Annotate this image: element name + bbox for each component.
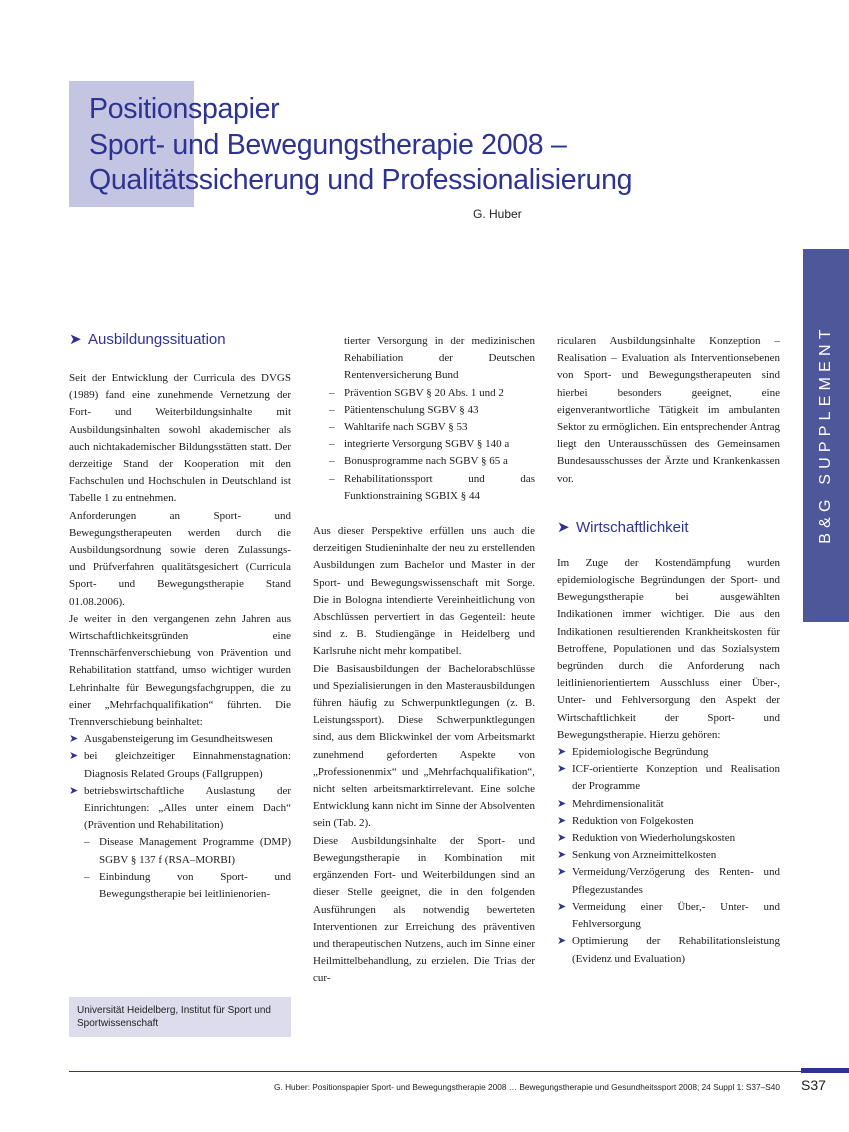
arrowhead-bullet-icon: ➤ [557,746,567,759]
paragraph: ricularen Ausbildungsinhalte Konzeption – Realisation – Evaluation als Interventionsebenen von Sport- und Bewegungstherapeuten sind hierbei besonders geeignet, eine eigenverantwortliche Tätigkeit im ambulanten Sektor zu ermöglichen. Ein entsprechender Antrag liegt den Unterausschüssen des Gemeinsamen Bundesausschusses der Ärzte und Krankenkassen vor. [557,335,780,485]
list-item: – Einbindung von Sport- und Bewegungstherapie bei leitlinienorien- [84,870,291,901]
paragraph: Seit der Entwicklung der Curricula des DVGS (1989) fand eine zunehmende Vernetzung der Fort- und Weiterbildungsinhalte mit Ausbildungsinhalten sowohl akademischer als auch nichtakademischer Bildungsstätten statt. Der derzeitige Stand der Kooperation mit den Fachschulen und Hochschulen in Deutschland ist Tabelle 1 zu entnehmen. [69,372,291,505]
author-name: G. Huber [473,207,522,221]
list-item: ➤ Vermeidung/Verzögerung des Renten- und Pflegezustandes [557,866,780,896]
arrowhead-bullet-icon: ➤ [557,814,567,827]
arrowhead-bullet-icon: ➤ [557,849,567,862]
section-heading-wirtschaft: ➤ Wirtschaftlichkeit [557,518,689,536]
section-arrow-icon: ➤ [69,331,82,348]
title-line: Positionspapier [89,93,280,125]
list-item: – Disease Management Programme (DMP) SGBV § 137 f (RSA–MORBI) [84,836,291,866]
list-item: ➤ Ausgabensteigerung im Gesundheitswesen [69,731,291,748]
article-title [89,92,632,199]
list-item: – integrierte Versorgung SGBV § 140 a [313,436,535,453]
page-number: S37 [801,1077,826,1093]
section-heading-ausbildung: ➤ Ausbildungssituation [69,331,226,348]
section-arrow-icon: ➤ [557,518,570,536]
arrowhead-bullet-icon: ➤ [557,866,567,879]
arrowhead-bullet-icon: ➤ [557,900,567,913]
text-column-1 [69,330,291,903]
dash-bullet-icon: – [329,403,335,416]
list-item: ➤ Mehrdimensionalität [557,796,780,813]
list-item: ➤ Vermeidung einer Über,- Unter- und Fehlversorgung [557,900,780,931]
arrowhead-bullet-icon: ➤ [557,832,567,845]
paragraph: Aus dieser Perspektive erfüllen uns auch die derzeitigen Studieninhalte der neu zu erstellenden Ausbildungen zum Bachelor und Master in der Sport- und Bewegungswissenschaft mit Sorge. Die in Bologna intendierte Vereinheitlichung von Abschlüssen pervertiert in das Gegenteil: heute sind z. B. Studiengänge in Heidelberg und Karlsruhe nicht mehr kompatibel. [313,525,535,658]
paragraph: Die Basisausbildungen der Bachelorabschlüsse und Spezialisierungen in den Masterausbildungen führen häufig zu Schwerpunktlegungen (z. B. Leistungssport). Diese Schwerpunktlegungen sind, aus dem Blickwinkel der vom Arbeitsmarkt zunehmend geforderten Aspekte von „Professionenmix“ und „Mehrfachqualifikation“, nicht selten arbeitsmarktirrelevant. Eine solche Entwicklung kann nicht im Sinne der Absolventen sein (Tab. 2). [313,662,535,830]
list-item: ➤ betriebswirtschaftliche Auslastung der Einrichtungen: „Alles unter einem Dach“ (Prävention und Rehabilitation) [69,784,291,832]
footer-divider [69,1071,802,1072]
bullet-list [557,744,780,968]
list-item: – Rehabilitationssport und das Funktionstraining SGBIX § 44 [329,472,535,502]
dash-list [313,385,535,505]
list-item: ➤ Reduktion von Wiederholungskosten [557,830,780,847]
paragraph: Im Zuge der Kostendämpfung wurden epidemiologische Begründungen der Sport- und Bewegungstherapie bei ausgewählten Indikationen immer wichtiger. Die aus den Indikationen resultierenden Krankheitskosten für Betroffene, Populationen und das Sozialsystem begründen durch die Anforderung nach leitlinienorientiertem Ausschluss einer Über-, Unter- und Fehlversorgung den Aspekt der Wirtschaftlichkeit der Sport- und Bewegungstherapie. Hierzu gehören: [557,556,780,741]
list-item: – Wahltarife nach SGBV § 53 [313,419,535,436]
dash-bullet-icon: – [84,836,90,849]
list-item: ➤ Reduktion von Folgekosten [557,813,780,830]
arrowhead-bullet-icon: ➤ [69,750,79,763]
list-item: – Prävention SGBV § 20 Abs. 1 und 2 [313,385,535,402]
text-column-2 [313,333,535,988]
bullet-list [69,731,291,834]
supplement-side-tab-label: B&G SUPPLEMENT [817,324,834,544]
author-affiliation-box: Universität Heidelberg, Institut für Sport und Sportwissenschaft [69,997,291,1037]
dash-bullet-icon: – [84,870,90,883]
dash-list [69,834,291,903]
dash-bullet-icon: – [329,386,335,399]
dash-bullet-icon: – [329,472,335,485]
citation-footer: G. Huber: Positionspapier Sport- und Bewegungstherapie 2008 … Bewegungstherapie und Gesundheitssport 2008; 24 Suppl 1: S37–S40 [274,1082,780,1092]
paragraph: Je weiter in den vergangenen zehn Jahren aus Wirtschaftlichkeitsgründen eine Trennschärfenverschiebung von Prävention und Rehabilitation stattfand, umso wichtiger wurden Lehrinhalte für Bewegungsfachgruppen, die zu einer „Mehrfachqualifikation“ führten. Die Trennverschiebung beinhaltet: [69,612,291,729]
arrowhead-bullet-icon: ➤ [557,797,567,810]
paragraph: Anforderungen an Sport- und Bewegungstherapeuten werden durch die Ausbildungsordnung sowie deren Zulassungs- und Prüfverfahren qualitätsgesichert (Curricula Sport- und Bewegungstherapie Stand 01.08.2006). [69,509,291,608]
arrowhead-bullet-icon: ➤ [69,733,79,746]
list-item: – Bonusprogramme nach SGBV § 65 a [313,453,535,470]
list-item: – Pätientenschulung SGBV § 43 [313,402,535,419]
text-column-3 [557,333,780,968]
paragraph: Diese Ausbildungsinhalte der Sport- und Bewegungstherapie in Kombination mit ergänzenden Fort- und Weiterbildungen sind an dieser Stelle geeignet, die in den folgenden Ausführungen als notwendig bewerteten Interventionen zur Erreichung des präventiven und therapeutischen Nutzens, auch im Sinne einer Heilmittelbehandlung, zu erzielen. Die Trias der cur- [313,834,535,985]
page-number-bar [801,1068,849,1073]
title-line: Sport- und Bewegungstherapie 2008 – [89,128,567,161]
list-item: ➤ Optimierung der Rehabilitationsleistung (Evidenz und Evaluation) [557,935,780,965]
dash-bullet-icon: – [329,438,335,451]
list-item-continuation: tierter Versorgung in der medizinischen Rehabiliation der Deutschen Rentenversicherung Bund [344,335,535,382]
list-item: ➤ bei gleichzeitiger Einnahmenstagnation: Diagnosis Related Groups (Fallgruppen) [69,750,291,780]
dash-bullet-icon: – [329,455,335,468]
list-item: ➤ Senkung von Arzneimittelkosten [557,847,780,864]
arrowhead-bullet-icon: ➤ [557,763,567,776]
dash-bullet-icon: – [329,421,335,434]
title-line: Qualitätssicherung und Professionalisierung [89,164,633,196]
list-item: ➤ Epidemiologische Begründung [557,744,780,761]
arrowhead-bullet-icon: ➤ [69,784,79,797]
list-item: ➤ ICF-orientierte Konzeption und Realisation der Programme [557,763,780,793]
arrowhead-bullet-icon: ➤ [557,935,567,948]
